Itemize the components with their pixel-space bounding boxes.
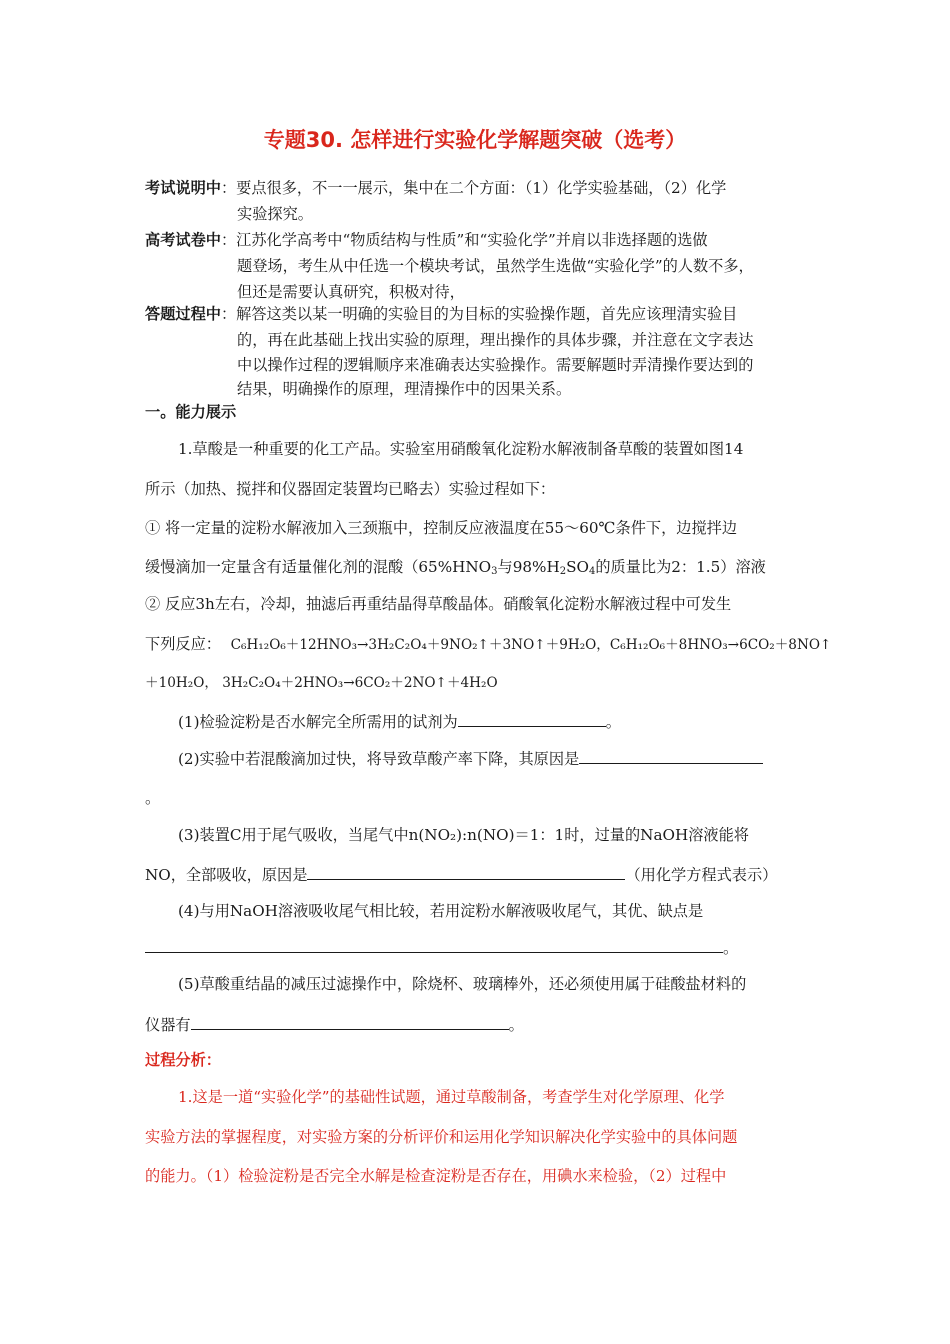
answer-blank-4[interactable]	[145, 937, 723, 953]
q1-step1-a: ① 将一定量的淀粉水解液加入三颈瓶中，控制反应液温度在55～60℃条件下，边搅拌边	[145, 519, 738, 537]
q1-step1-b: 缓慢滴加一定量含有适量催化剂的混酸（$65\%HNO_3$与$98\%H_2SO_4$的质量比为2：1.5）溶液	[145, 558, 766, 577]
answer-process-line-2: 的，再在此基础上找出实验的原理，理出操作的具体步骤，并注意在文字表达	[237, 331, 754, 349]
answer-process-line-4: 结果，明确操作的原理，理清操作中的因果关系。	[237, 380, 572, 398]
q1-part-5-b: 仪器有 。	[145, 1016, 524, 1034]
q1-part-4: (4)与用NaOH溶液吸收尾气相比较，若用淀粉水解液吸收尾气，其优、缺点是	[178, 902, 704, 920]
analysis-line-1: 1.这是一道“实验化学”的基础性试题，通过草酸制备，考查学生对化学原理、化学	[178, 1088, 725, 1106]
q1-part-5-a: (5)草酸重结晶的减压过滤操作中，除烧杯、玻璃棒外，还必须使用属于硅酸盐材料的	[178, 975, 747, 993]
gaokao-line-2: 题登场，考生从中任选一个模块考试，虽然学生选做“实验化学”的人数不多，	[237, 257, 754, 275]
answer-blank-2[interactable]	[579, 748, 763, 764]
reaction-equation-2: ＋10H₂O， 3H₂C₂O₄＋2HNO₃→6CO₂＋2NO↑＋4H₂O	[145, 675, 498, 691]
q1-part-4-answer: 。	[145, 937, 738, 958]
gaokao-line-3: 但还是需要认真研究，积极对待，	[237, 283, 465, 301]
exam-desc-line-2: 实验探究。	[237, 205, 313, 223]
answer-process-line-3: 中以操作过程的逻辑顺序来准确表达实验操作。需要解题时弄清操作要达到的	[237, 356, 754, 374]
answer-blank-1[interactable]	[458, 711, 606, 727]
answer-process-label: 答题过程中	[145, 305, 221, 323]
q1-step2-a: ② 反应3h左右，冷却，抽滤后再重结晶得草酸晶体。硝酸氧化淀粉水解液过程中可发生	[145, 595, 732, 613]
q1-intro-1: 1.草酸是一种重要的化工产品。实验室用硝酸氧化淀粉水解液制备草酸的装置如图14	[178, 440, 744, 458]
q1-intro-2: 所示（加热、搅拌和仪器固定装置均已略去）实验过程如下：	[145, 480, 556, 498]
q1-part-1: (1)检验淀粉是否水解完全所需用的试剂为 。	[178, 713, 621, 731]
page-title: 专题30. 怎样进行实验化学解题突破（选考）	[263, 128, 687, 152]
answer-process-line-1: 答题过程中：解答这类以某一明确的实验目的为目标的实验操作题，首先应该理清实验目	[145, 305, 738, 323]
q1-part-2-end: 。	[145, 789, 161, 807]
q1-part-2: (2)实验中若混酸滴加过快，将导致草酸产率下降，其原因是	[178, 748, 763, 769]
q1-part-3-b: NO，全部吸收，原因是 （用化学方程式表示）	[145, 866, 778, 884]
gaokao-label: 高考试卷中	[145, 231, 221, 249]
analysis-line-3: 的能力。（1）检验淀粉是否完全水解是检查淀粉是否存在，用碘水来检验，（2）过程中	[145, 1167, 727, 1185]
answer-blank-5[interactable]	[191, 1014, 509, 1030]
section-heading: 一。能力展示	[145, 403, 237, 421]
exam-desc-label: 考试说明中	[145, 179, 221, 197]
answer-blank-3[interactable]	[307, 864, 625, 880]
exam-desc-line-1: 考试说明中：要点很多，不一一展示，集中在二个方面：（1）化学实验基础，（2）化学	[145, 179, 727, 197]
gaokao-line-1: 高考试卷中：江苏化学高考中“物质结构与性质”和“实验化学”并肩以非选择题的选做	[145, 231, 708, 249]
analysis-line-2: 实验方法的掌握程度，对实验方案的分析评价和运用化学知识解决化学实验中的具体问题	[145, 1128, 738, 1146]
reaction-equation-1: C₆H₁₂O₆＋12HNO₃→3H₂C₂O₄＋9NO₂↑＋3NO↑＋9H₂O，C₆H₁₂O₆＋8HNO₃→6CO₂＋8NO↑	[230, 637, 832, 653]
q1-part-3-a: (3)装置C用于尾气吸收，当尾气中n(NO₂):n(NO)＝1：1时，过量的NaOH溶液能将	[178, 826, 749, 844]
analysis-heading: 过程分析：	[145, 1051, 221, 1069]
q1-step2-b: 下列反应： C₆H₁₂O₆＋12HNO₃→3H₂C₂O₄＋9NO₂↑＋3NO↑＋9H₂O，C₆H₁₂O₆＋8HNO₃→6CO₂＋8NO↑	[145, 635, 832, 653]
